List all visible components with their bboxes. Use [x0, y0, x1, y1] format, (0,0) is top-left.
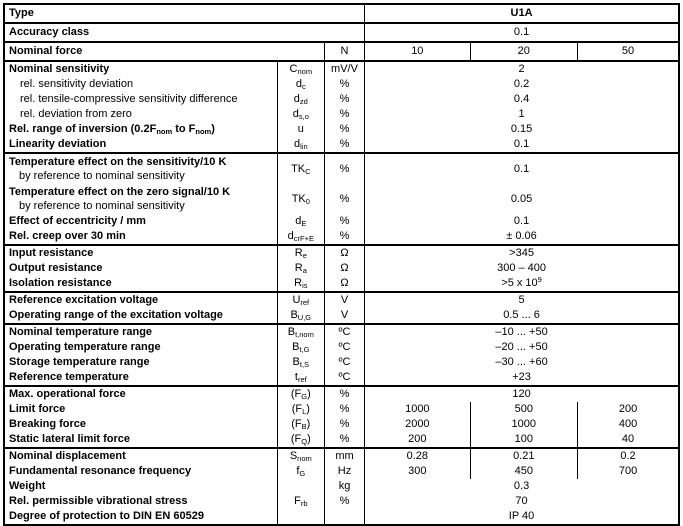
spec-row	[4, 432, 679, 448]
value-cell: >5 x $10^9$	[365, 276, 679, 292]
symbol-cell: $B_{t,nom}$	[277, 324, 324, 340]
spec-row	[4, 276, 679, 292]
value-cell: IP 40	[365, 509, 679, 525]
unit-cell: %	[324, 494, 364, 509]
param-label: Input resistance	[4, 245, 277, 261]
spec-row	[4, 261, 679, 276]
value-cell: 0.3	[365, 479, 679, 494]
value-cell: 2000	[365, 417, 470, 432]
param-label: Temperature effect on the sensitivity/10 K by reference to nominal sensitivity	[4, 153, 277, 184]
spec-row	[4, 184, 679, 214]
spec-row	[4, 340, 679, 355]
unit-cell	[324, 509, 364, 525]
value-cell: 1	[365, 107, 679, 122]
param-label: Fundamental resonance frequency	[9, 465, 192, 477]
param-label: Operating range of the excitation voltage	[9, 309, 223, 321]
spec-row	[4, 448, 679, 464]
symbol-cell: $B_{t,G}$	[277, 340, 324, 355]
unit-cell: %	[324, 122, 364, 137]
value-cell: 5	[365, 292, 679, 308]
unit-cell: Ω	[324, 245, 364, 261]
param-label: Breaking force	[9, 418, 87, 430]
value-cell: 400	[578, 417, 679, 432]
param-label: Static lateral limit force	[9, 433, 131, 445]
value-cell: 0.4	[365, 92, 679, 107]
unit-cell: V	[324, 292, 364, 308]
symbol-cell: $B_{t,S}$	[277, 355, 324, 370]
value-cell: 300	[365, 464, 470, 479]
param-label: Effect of eccentricity / mm	[9, 215, 146, 227]
unit-cell: %	[324, 184, 364, 214]
value-cell: –20 ... +50	[365, 340, 679, 355]
param-label: Nominal sensitivity	[4, 61, 277, 77]
symbol-cell: $F_{rb}$	[277, 494, 324, 509]
symbol-cell: $(F_B)$	[277, 417, 324, 432]
spec-row	[4, 107, 679, 122]
symbol-cell: $t_{ref}$	[277, 370, 324, 386]
value-cell: 10	[365, 42, 470, 61]
param-label: Nominal force	[4, 42, 324, 61]
symbol-cell: $U_{ref}$	[277, 292, 324, 308]
symbol-cell: $R_e$	[277, 245, 324, 261]
param-label: Linearity deviation	[9, 138, 107, 150]
value-cell: 0.1	[365, 214, 679, 229]
value-cell: 200	[365, 432, 470, 448]
value-cell: +23	[365, 370, 679, 386]
value-cell: 20	[470, 42, 577, 61]
unit-cell: ºC	[324, 324, 364, 340]
symbol-cell: $d_{zd}$	[277, 92, 324, 107]
param-label: Max. operational force	[4, 386, 277, 402]
param-label: Reference temperature	[9, 371, 129, 383]
symbol-cell	[277, 509, 324, 525]
spec-row	[4, 386, 679, 402]
value-cell: 1000	[365, 402, 470, 417]
value-cell: 1000	[470, 417, 577, 432]
unit-cell: %	[324, 386, 364, 402]
param-label: Reference excitation voltage	[4, 292, 277, 308]
spec-row	[4, 464, 679, 479]
value-cell: 40	[578, 432, 679, 448]
spec-row	[4, 92, 679, 107]
value-cell: 0.5 ... 6	[365, 308, 679, 324]
unit-cell: %	[324, 153, 364, 184]
spec-sheet	[0, 3, 683, 526]
unit-cell: Ω	[324, 276, 364, 292]
spec-row	[4, 77, 679, 92]
value-cell: 0.2	[365, 77, 679, 92]
symbol-cell: $(F_L)$	[277, 402, 324, 417]
unit-cell: %	[324, 417, 364, 432]
value-cell: 450	[470, 464, 577, 479]
spec-row	[4, 4, 679, 23]
spec-row	[4, 402, 679, 417]
value-cell: 0.1	[365, 153, 679, 184]
spec-row	[4, 509, 679, 525]
unit-cell: %	[324, 402, 364, 417]
unit-cell: V	[324, 308, 364, 324]
value-cell: U1A	[365, 4, 679, 23]
unit-cell: %	[324, 229, 364, 245]
value-cell: 0.1	[365, 137, 679, 153]
param-label: Isolation resistance	[9, 277, 112, 289]
symbol-cell: $S_{nom}$	[277, 448, 324, 464]
unit-cell: %	[324, 432, 364, 448]
value-cell: 70	[365, 494, 679, 509]
value-cell: –10 ... +50	[365, 324, 679, 340]
unit-cell: %	[324, 92, 364, 107]
spec-row	[4, 245, 679, 261]
unit-cell: %	[324, 137, 364, 153]
param-label: Accuracy class	[4, 23, 365, 42]
unit-cell: %	[324, 107, 364, 122]
spec-table	[3, 3, 680, 526]
unit-cell: N	[324, 42, 364, 61]
param-label: Storage temperature range	[9, 356, 150, 368]
spec-table-body	[4, 4, 679, 525]
symbol-cell: u	[277, 122, 324, 137]
symbol-cell: $d_c$	[277, 77, 324, 92]
value-cell: 200	[578, 402, 679, 417]
unit-cell: %	[324, 214, 364, 229]
symbol-cell: $TK_0$	[277, 184, 324, 214]
spec-row	[4, 355, 679, 370]
spec-row	[4, 417, 679, 432]
value-cell: 0.15	[365, 122, 679, 137]
unit-cell: Hz	[324, 464, 364, 479]
unit-cell: mV/V	[324, 61, 364, 77]
spec-row	[4, 324, 679, 340]
spec-row	[4, 137, 679, 153]
param-label: Degree of protection to DIN EN 60529	[9, 510, 204, 522]
unit-cell: %	[324, 77, 364, 92]
value-cell: 100	[470, 432, 577, 448]
unit-cell: kg	[324, 479, 364, 494]
spec-row	[4, 308, 679, 324]
spec-row	[4, 122, 679, 137]
symbol-cell: $R_a$	[277, 261, 324, 276]
param-label: Nominal displacement	[4, 448, 277, 464]
param-label: Temperature effect on the zero signal/10 K by reference to nominal sensitivity	[9, 186, 231, 212]
symbol-cell: $C_{nom}$	[277, 61, 324, 77]
param-label: rel. tensile-compressive sensitivity difference	[20, 93, 238, 105]
unit-cell: ºC	[324, 355, 364, 370]
symbol-cell: $R_{is}$	[277, 276, 324, 292]
param-label: Output resistance	[9, 262, 103, 274]
value-cell: 700	[578, 464, 679, 479]
param-label: rel. deviation from zero	[20, 108, 132, 120]
symbol-cell: $d_E$	[277, 214, 324, 229]
param-label: Operating temperature range	[9, 341, 161, 353]
param-label: Nominal temperature range	[4, 324, 277, 340]
value-cell: 2	[365, 61, 679, 77]
symbol-cell: $TK_C$	[277, 153, 324, 184]
spec-row	[4, 292, 679, 308]
spec-row	[4, 23, 679, 42]
symbol-cell: $f_G$	[277, 464, 324, 479]
value-cell: 0.28	[365, 448, 470, 464]
spec-row	[4, 370, 679, 386]
symbol-cell	[277, 479, 324, 494]
value-cell: 300 – 400	[365, 261, 679, 276]
unit-cell: ºC	[324, 340, 364, 355]
value-cell: 0.05	[365, 184, 679, 214]
spec-row	[4, 61, 679, 77]
value-cell: 500	[470, 402, 577, 417]
unit-cell: ºC	[324, 370, 364, 386]
value-cell: 0.1	[365, 23, 679, 42]
symbol-cell: $d_{s,o}$	[277, 107, 324, 122]
spec-row	[4, 479, 679, 494]
spec-row	[4, 229, 679, 245]
symbol-cell: $(F_Q)$	[277, 432, 324, 448]
value-cell: 120	[365, 386, 679, 402]
param-label: Rel. creep over 30 min	[9, 230, 126, 242]
spec-row	[4, 42, 679, 61]
unit-cell: mm	[324, 448, 364, 464]
symbol-cell: $d_{crF+E}$	[277, 229, 324, 245]
symbol-cell: $d_{lin}$	[277, 137, 324, 153]
param-label: Weight	[9, 480, 46, 492]
unit-cell: Ω	[324, 261, 364, 276]
spec-row	[4, 214, 679, 229]
param-label: Rel. permissible vibrational stress	[9, 495, 188, 507]
param-label: Rel. range of inversion ($0.2F_{nom}$ to $F_{nom}$)	[9, 123, 215, 136]
symbol-cell: $B_{U,G}$	[277, 308, 324, 324]
param-label: Limit force	[9, 403, 66, 415]
value-cell: 50	[578, 42, 679, 61]
value-cell: 0.2	[578, 448, 679, 464]
value-cell: >345	[365, 245, 679, 261]
param-label: rel. sensitivity deviation	[20, 78, 134, 90]
value-cell: ± 0.06	[365, 229, 679, 245]
spec-row	[4, 494, 679, 509]
param-label: Type	[9, 7, 34, 19]
value-cell: –30 ... +60	[365, 355, 679, 370]
spec-row	[4, 153, 679, 184]
value-cell: 0.21	[470, 448, 577, 464]
symbol-cell: $(F_G)$	[277, 386, 324, 402]
